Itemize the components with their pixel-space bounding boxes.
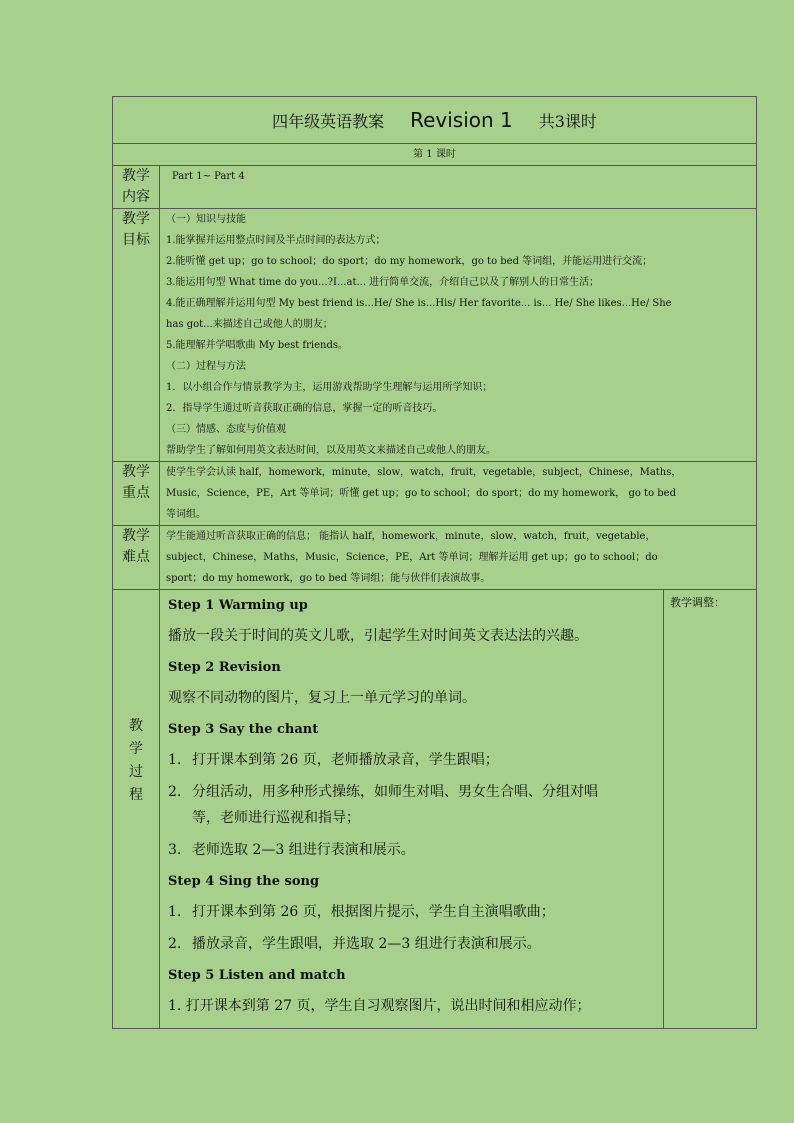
objective-line: 5.能理解并学唱歌曲 My best friends。: [166, 340, 349, 351]
step-item: 1. 打开课本到第 26 页，老师播放录音，学生跟唱；: [168, 752, 499, 768]
key-point-line: Music，Science，PE，Art 等单词；听懂 get up；go to school；do sport；do my homework， go to bed: [166, 488, 676, 499]
objective-line: 2.能听懂 get up；go to school；do sport；do my homework，go to bed 等词组，并能运用进行交流；: [166, 256, 653, 267]
objective-line: （三）情感、态度与价值观: [166, 424, 286, 435]
difficulty-line: 学生能通过听音获取正确的信息； 能指认 half，homework，minute，slow，watch，fruit，vegetable，: [166, 531, 656, 542]
process-cell: [160, 590, 664, 1029]
objective-line: has got...来描述自己或他人的朋友；: [166, 319, 333, 330]
objective-line: （二）过程与方法: [166, 361, 246, 372]
objective-line: 帮助学生了解如何用英文表达时间，以及用英文来描述自己或他人的朋友。: [166, 445, 496, 456]
label-key-points: 教学 重点: [113, 462, 160, 526]
step-item: 3. 老师选取 2—3 组进行表演和展示。: [168, 842, 415, 858]
content-cell: [160, 166, 757, 209]
objective-line: 4.能正确理解并运用句型 My best friend is...He/ She is...His/ Her favorite... is... He/ She likes...He/ She: [166, 298, 672, 309]
step-title: Step 4 Sing the song: [168, 874, 320, 889]
objectives-cell: [160, 209, 757, 462]
title-cn: 四年级英语教案: [272, 111, 385, 131]
step-item-cont: 等，老师进行巡视和指导；: [192, 810, 360, 826]
step-item: 1. 打开课本到第 27 页，学生自习观察图片，说出时间和相应动作；: [168, 998, 591, 1014]
objective-line: 2．指导学生通过听音获取正确的信息，掌握一定的听音技巧。: [166, 403, 443, 414]
step-item: 1. 打开课本到第 26 页，根据图片提示，学生自主演唱歌曲；: [168, 904, 555, 920]
adjustment-cell: [664, 590, 757, 1029]
step-title: Step 5 Listen and match: [168, 968, 346, 983]
label-process: 教 学 过 程: [113, 590, 160, 1029]
step-title: Step 2 Revision: [168, 660, 281, 675]
step-title: Step 1 Warming up: [168, 598, 308, 613]
adjustment-label: 教学调整：: [670, 596, 725, 609]
objective-line: 1．以小组合作与情景教学为主，运用游戏帮助学生理解与运用所学知识；: [166, 382, 493, 393]
step-text: 观察不同动物的图片，复习上一单元学习的单词。: [168, 690, 476, 706]
label-difficulties: 教学 难点: [113, 526, 160, 590]
key-point-line: 等词组。: [166, 509, 206, 520]
step-item: 2. 播放录音，学生跟唱，并选取 2—3 组进行表演和展示。: [168, 936, 541, 952]
key-points-cell: [160, 462, 757, 526]
objective-line: （一）知识与技能: [166, 214, 246, 225]
step-text: 播放一段关于时间的英文儿歌，引起学生对时间英文表达法的兴趣。: [168, 628, 588, 644]
difficulty-line: subject，Chinese，Maths，Music，Science，PE，Art 等单词；理解并运用 get up；go to school；do: [166, 552, 658, 563]
step-title: Step 3 Say the chant: [168, 722, 319, 737]
difficulty-line: sport；do my homework，go to bed 等词组；能与伙伴们表演故事。: [166, 573, 491, 584]
title-en: Revision 1: [410, 108, 513, 132]
period-label: 第 1 课时: [113, 144, 757, 166]
content-text: Part 1~ Part 4: [172, 171, 245, 182]
label-content: 教学 内容: [113, 166, 160, 209]
title-row: [113, 97, 757, 144]
step-item: 2. 分组活动，用多种形式操练，如师生对唱、男女生合唱、分组对唱: [168, 784, 598, 800]
label-objectives: 教学 目标: [113, 209, 160, 462]
total-periods: 共3课时: [538, 111, 597, 131]
key-point-line: 使学生学会认读 half，homework，minute，slow，watch，fruit，vegetable，subject，Chinese，Maths，: [166, 467, 682, 478]
objective-line: 3.能运用句型 What time do you...?I...at... 进行简单交流，介绍自己以及了解别人的日常生活；: [166, 277, 600, 288]
difficulties-cell: [160, 526, 757, 590]
lesson-plan-table: [112, 96, 757, 1029]
objective-line: 1.能掌握并运用整点时间及半点时间的表达方式；: [166, 235, 386, 246]
